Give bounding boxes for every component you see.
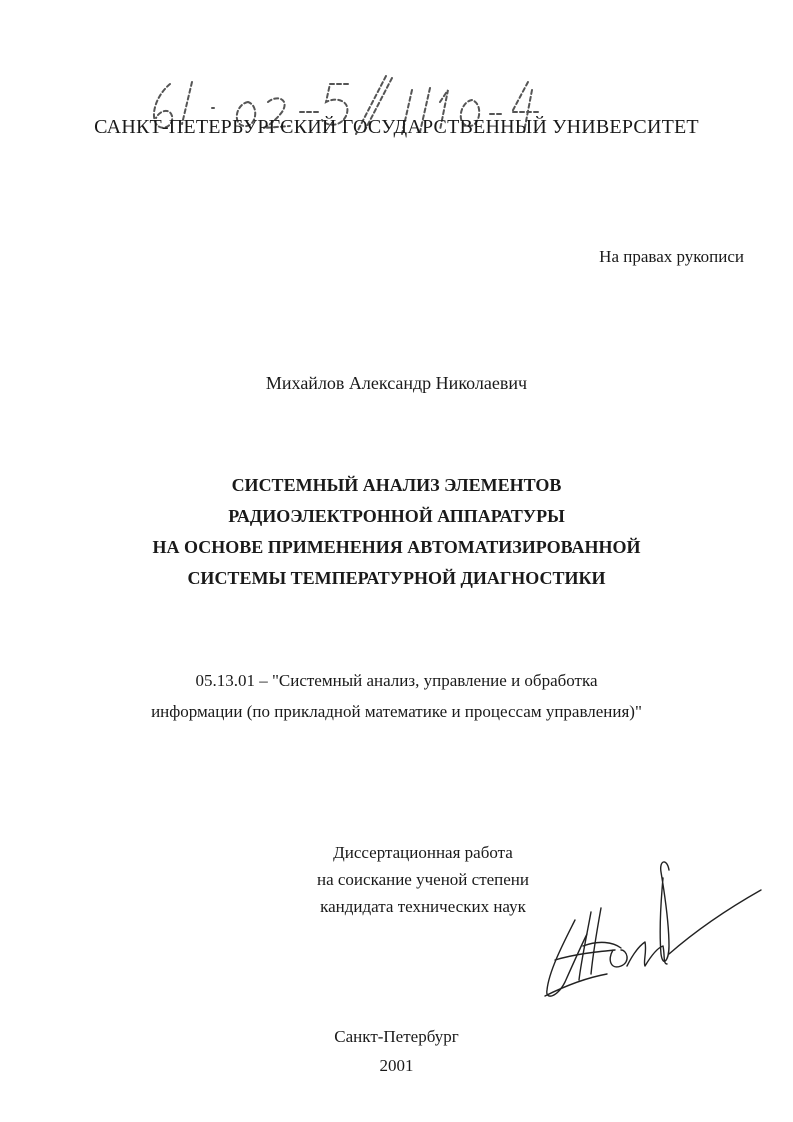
specialty-line: 05.13.01 – "Системный анализ, управление и обработка	[195, 671, 598, 690]
degree-line: кандидата технических наук	[320, 897, 526, 916]
university-name: САНКТ-ПЕТЕРБУРГСКИЙ ГОСУДАРСТВЕННЫЙ УНИВЕРСИТЕТ	[94, 116, 699, 138]
specialty-line: информации (по прикладной математике и процессам управления)"	[151, 702, 642, 721]
specialty-code	[0, 665, 793, 727]
title-line: РАДИОЭЛЕКТРОННОЙ АППАРАТУРЫ	[228, 506, 565, 526]
city: Санкт-Петербург	[334, 1027, 459, 1046]
title-line: НА ОСНОВЕ ПРИМЕНЕНИЯ АВТОМАТИЗИРОВАННОЙ	[152, 537, 641, 557]
author-name: Михайлов Александр Николаевич	[265, 373, 528, 393]
degree-line: Диссертационная работа	[333, 843, 513, 862]
manuscript-note: На правах рукописи	[599, 247, 744, 266]
author-signature	[535, 850, 765, 1010]
degree-line: на соискание ученой степени	[316, 870, 530, 889]
degree-statement	[298, 839, 548, 920]
year: 2001	[379, 1056, 414, 1075]
title-line: СИСТЕМНЫЙ АНАЛИЗ ЭЛЕМЕНТОВ	[231, 475, 562, 495]
title-line: СИСТЕМЫ ТЕМПЕРАТУРНОЙ ДИАГНОСТИКИ	[187, 568, 606, 588]
dissertation-title	[0, 470, 793, 594]
